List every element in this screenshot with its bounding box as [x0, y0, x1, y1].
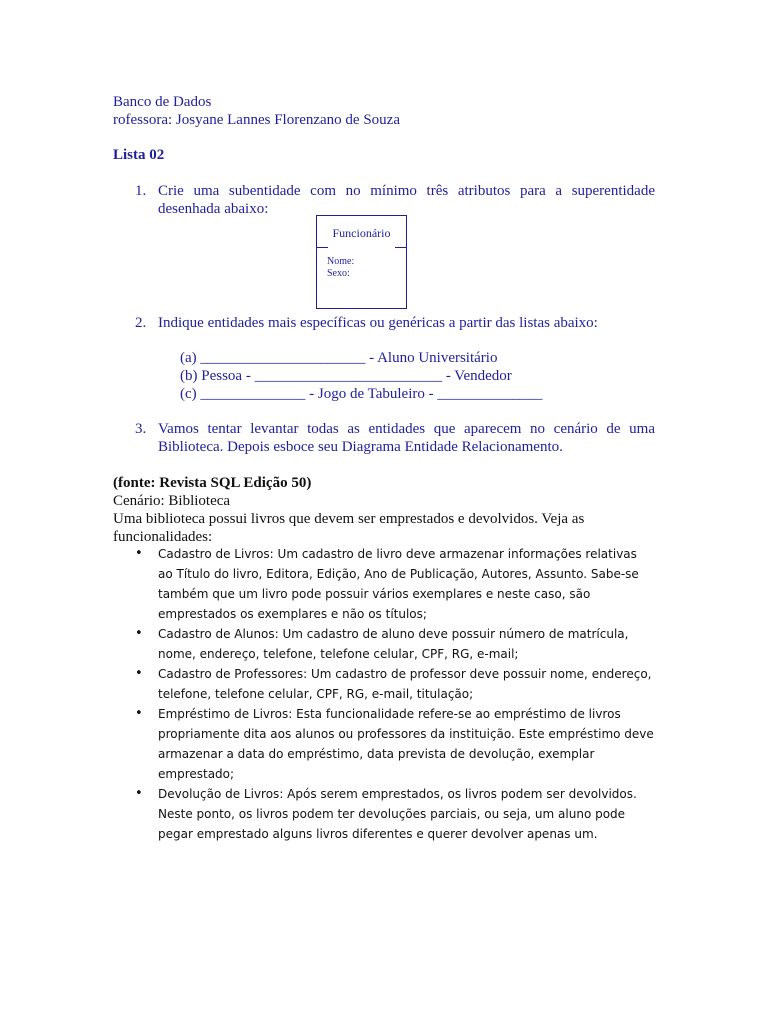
- question-text: Crie uma subentidade com no mínimo três atributos para a superentidade desenhada abaixo:: [158, 183, 655, 217]
- feature-text: Empréstimo de Livros: Esta funcionalidade refere-se ao empréstimo de livros propriamente dita aos alunos ou professores da instituição. Este empréstimo deve armazenar a data do empréstimo, data prevista de devolução, exemplar emprestado;: [158, 707, 654, 781]
- teacher-name: rofessora: Josyane Lannes Florenzano de Souza: [113, 112, 400, 128]
- question-number: 1.: [135, 183, 147, 199]
- bullet-icon: •: [135, 786, 143, 801]
- feature-text: Cadastro de Livros: Um cadastro de livro deve armazenar informações relativas ao Título do livro, Editora, Edição, Ano de Publicação, Autores, Assunto. Sabe-se também que um livro pode possuir vários exemplares e neste caso, são emprestados os exemplares e não os títulos;: [158, 547, 639, 621]
- question-text: Vamos tentar levantar todas as entidades que aparecem no cenário de uma Biblioteca. Depois esboce seu Diagrama Entidade Relacionamento.: [158, 421, 655, 455]
- feature-list: [135, 544, 655, 844]
- entity-attributes: [327, 256, 354, 280]
- feature-text: Devolução de Livros: Após serem emprestados, os livros podem ser devolvidos. Neste ponto, os livros podem ter devoluções parciais, ou seja, um aluno pode pegar emprestado alguns livros diferentes e querer devolver apenas um.: [158, 787, 637, 841]
- bullet-icon: •: [135, 626, 143, 641]
- scenario-intro: Uma biblioteca possui livros que devem ser emprestados e devolvidos. Veja as: [113, 511, 585, 527]
- scenario-source: (fonte: Revista SQL Edição 50): [113, 475, 312, 491]
- entity-diagram: [316, 215, 407, 309]
- question-3: [135, 420, 655, 456]
- question-number: 2.: [135, 315, 147, 331]
- entity-divider-left: [317, 247, 328, 248]
- bullet-icon: •: [135, 546, 143, 561]
- entity-attribute: Nome:: [327, 256, 355, 267]
- sub-item-c: (c) ______________ - Jogo de Tabuleiro - ______________: [180, 386, 543, 402]
- list-item: [135, 784, 655, 844]
- question-number: 3.: [135, 421, 147, 437]
- list-item: [135, 704, 655, 784]
- feature-text: Cadastro de Professores: Um cadastro de professor deve possuir nome, endereço, telefone, telefone celular, CPF, RG, e-mail, titulação;: [158, 667, 652, 701]
- entity-divider-right: [395, 247, 406, 248]
- list-item: [135, 624, 655, 664]
- question-1: [135, 182, 655, 218]
- bullet-icon: •: [135, 706, 143, 721]
- list-item: [135, 664, 655, 704]
- scenario-title: Cenário: Biblioteca: [113, 493, 231, 509]
- scenario-intro-continued: funcionalidades:: [113, 529, 213, 545]
- entity-name: Funcionário: [332, 226, 391, 240]
- question-text: Indique entidades mais específicas ou genéricas a partir das listas abaixo:: [158, 315, 598, 331]
- feature-text: Cadastro de Alunos: Um cadastro de aluno deve possuir número de matrícula, nome, endereço, telefone, telefone celular, CPF, RG, e-mail;: [158, 627, 629, 661]
- entity-attribute: Sexo:: [327, 268, 350, 279]
- sub-item-a: (a) ______________________ - Aluno Universitário: [180, 350, 498, 366]
- sub-item-b: (b) Pessoa - _________________________ - Vendedor: [180, 368, 512, 384]
- bullet-icon: •: [135, 666, 143, 681]
- question-2: [135, 314, 655, 332]
- course-title: Banco de Dados: [113, 94, 212, 110]
- list-item: [135, 544, 655, 624]
- list-title: Lista 02: [113, 147, 165, 163]
